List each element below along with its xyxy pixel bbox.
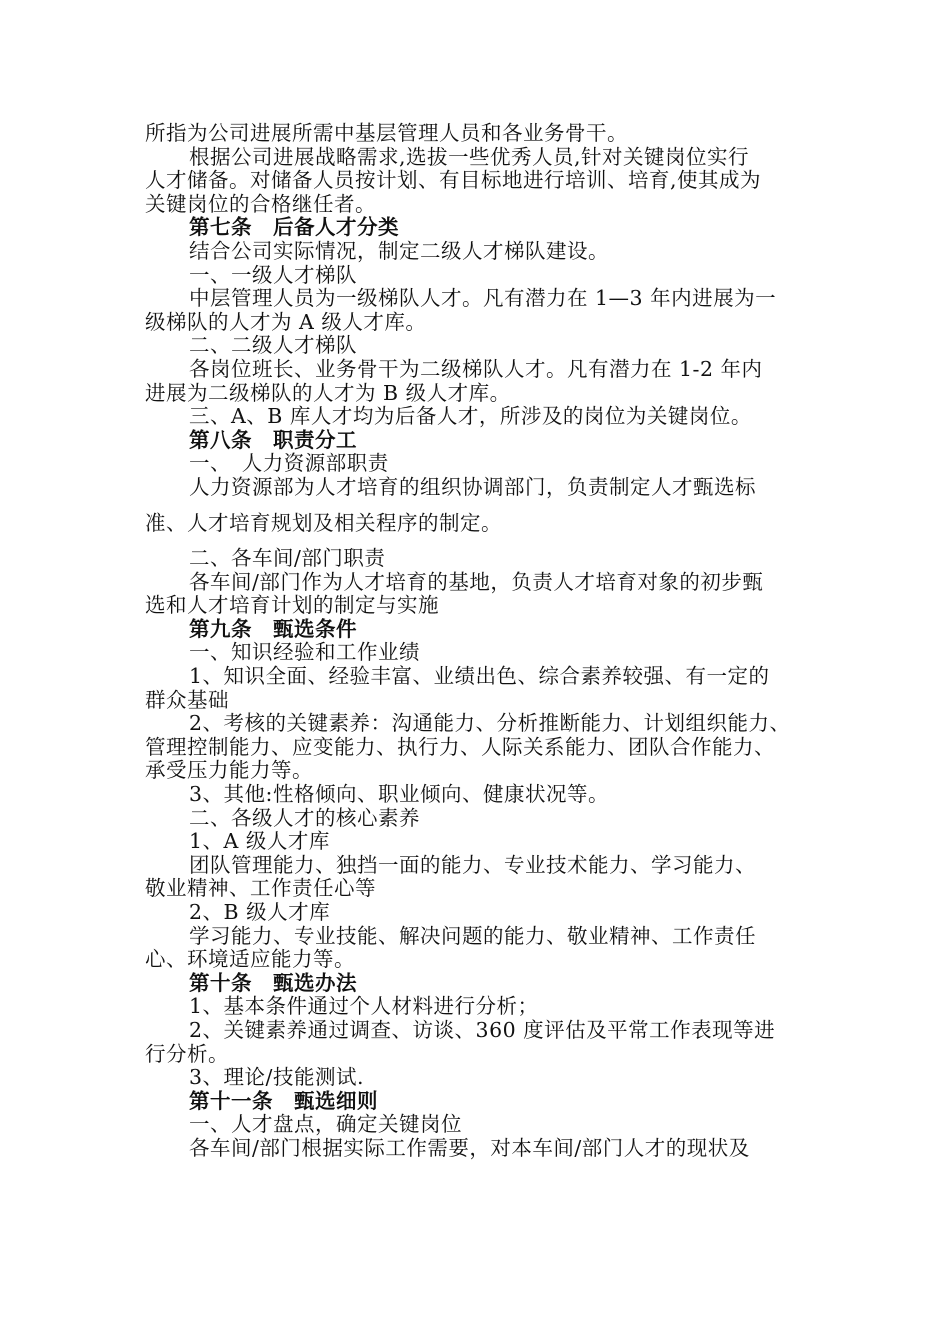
body-line: 准、人才培育规划及相关程序的制定。 <box>145 510 502 535</box>
body-line: 选和人才培育计划的制定与实施 <box>145 593 439 618</box>
body-line: 人力资源部为人才培育的组织协调部门，负责制定人才甄选标 <box>189 474 756 499</box>
body-line: 中层管理人员为一级梯队人才。凡有潜力在 1—3 年内进展为一 <box>189 286 777 311</box>
body-line: 3、其他:性格倾向、职业倾向、健康状况等。 <box>189 782 609 807</box>
body-line: 2、关键素养通过调查、访谈、360 度评估及平常工作表现等进 <box>189 1017 776 1042</box>
subheading: 二、各级人才的核心素养 <box>189 805 420 830</box>
body-line: 1、基本条件通过个人材料进行分析； <box>189 994 539 1019</box>
subheading: 二、二级人才梯队 <box>189 333 357 358</box>
body-line: 团队管理能力、独挡一面的能力、专业技术能力、学习能力、 <box>189 852 756 877</box>
body-line: 1、A 级人才库 <box>189 829 330 854</box>
subheading: 一、知识经验和工作业绩 <box>189 640 420 665</box>
document-body <box>145 122 810 1161</box>
body-line: 各车间/部门作为人才培育的基地，负责人才培育对象的初步甄 <box>189 569 764 594</box>
section-heading: 第十一条 甄选细则 <box>189 1088 378 1113</box>
subheading: 一、人才盘点，确定关键岗位 <box>189 1112 462 1137</box>
body-line: 2、B 级人才库 <box>189 900 331 924</box>
body-line: 进展为二级梯队的人才为 B 级人才库。 <box>145 380 511 405</box>
body-line: 人才储备。对储备人员按计划、有目标地进行培训、培育,使其成为 <box>145 168 762 193</box>
body-line: 3、理论/技能测试. <box>189 1065 364 1090</box>
body-line: 2、考核的关键素养：沟通能力、分析推断能力、计划组织能力、 <box>189 711 791 736</box>
body-line: 所指为公司进展所需中基层管理人员和各业务骨干。 <box>145 121 628 145</box>
body-line: 群众基础 <box>145 687 229 712</box>
body-line: 各车间/部门根据实际工作需要，对本车间/部门人才的现状及 <box>189 1135 750 1160</box>
body-line: 级梯队的人才为 A 级人才库。 <box>145 309 427 334</box>
body-line: 行分析。 <box>145 1041 229 1066</box>
section-heading: 第九条 甄选条件 <box>189 616 357 641</box>
body-line: 关键岗位的合格继任者。 <box>145 191 376 216</box>
body-line: 1、知识全面、经验丰富、业绩出色、综合素养较强、有一定的 <box>189 664 770 689</box>
section-heading: 第八条 职责分工 <box>189 427 357 452</box>
body-line: 三、A、B 库人才均为后备人才，所涉及的岗位为关键岗位。 <box>189 404 752 429</box>
body-line: 管理控制能力、应变能力、执行力、人际关系能力、团队合作能力、 <box>145 734 775 759</box>
body-line: 承受压力能力等。 <box>145 758 313 783</box>
subheading: 一、一级人才梯队 <box>189 262 357 287</box>
section-heading: 第七条 后备人才分类 <box>189 215 399 240</box>
body-line: 学习能力、专业技能、解决问题的能力、敬业精神、工作责任 <box>189 923 756 948</box>
subheading: 二、各车间/部门职责 <box>189 546 386 571</box>
subheading: 一、 人力资源部职责 <box>189 451 389 476</box>
body-line: 各岗位班长、业务骨干为二级梯队人才。凡有潜力在 1-2 年内 <box>189 356 763 381</box>
body-line: 敬业精神、工作责任心等 <box>145 876 376 901</box>
section-heading: 第十条 甄选办法 <box>189 970 357 995</box>
body-line: 心、环境适应能力等。 <box>145 947 355 972</box>
body-line: 根据公司进展战略需求,选拔一些优秀人员,针对关键岗位实行 <box>189 144 750 169</box>
body-line: 结合公司实际情况，制定二级人才梯队建设。 <box>189 238 609 263</box>
